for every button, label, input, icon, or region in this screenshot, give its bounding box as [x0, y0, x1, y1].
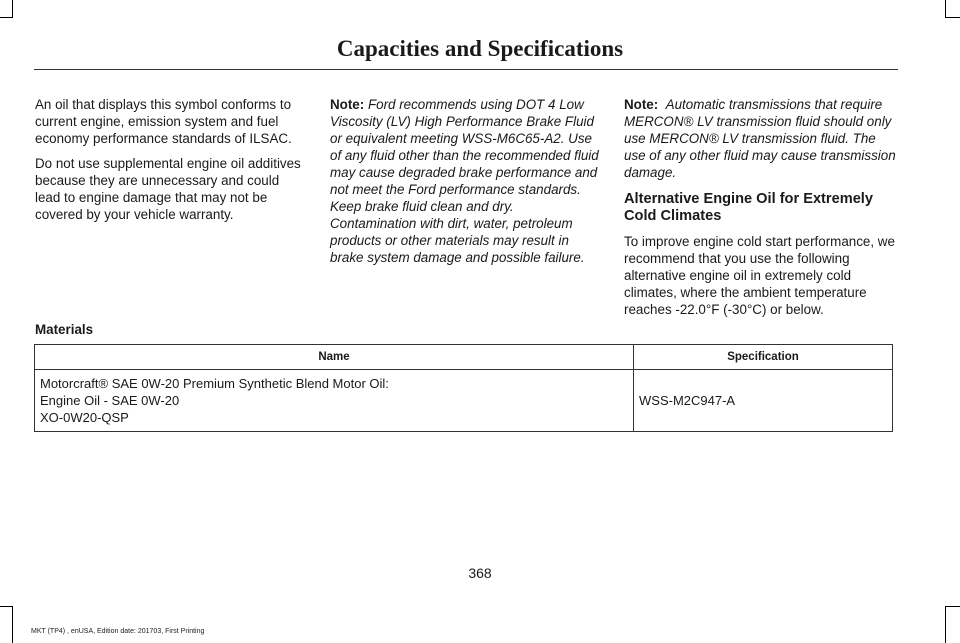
crop-mark-bottom-left-vertical [12, 606, 13, 643]
crop-mark-top-left-vertical [12, 0, 13, 18]
middle-column [330, 96, 602, 274]
note-text: Automatic transmissions that require MERCON® LV transmission fluid should only use MERCON® LV transmission fluid. The use of any other fluid may cause transmission damage. [624, 97, 896, 180]
page-title: Capacities and Specifications [336, 36, 624, 61]
crop-mark-bottom-right-horizontal [945, 606, 960, 607]
cold-climate-paragraph: To improve engine cold start performance, we recommend that you use the following alternative engine oil in extremely cold climates, where the ambient temperature reaches -22.0°F (-30°C) or below. [624, 234, 895, 317]
note-label: Note: [330, 97, 365, 112]
crop-mark-top-left-horizontal [0, 17, 13, 18]
note-text: Ford recommends using DOT 4 Low Viscosity (LV) High Performance Brake Fluid or equivalent meeting WSS-M6C65-A2. Use of any fluid other than the recommended fluid may cause degraded brake performance and not meet the Ford performance standards. Keep brake fluid clean and dry. Contamination with dirt, water, petroleum products or other materials may result in brake system damage and possible failure. [330, 97, 599, 265]
material-name-line: Motorcraft® SAE 0W-20 Premium Synthetic Blend Motor Oil: [40, 376, 389, 391]
additives-paragraph: Do not use supplemental engine oil additives because they are unnecessary and could lead to engine damage that may not be covered by your vehicle warranty. [35, 156, 301, 222]
right-column [624, 96, 896, 326]
crop-mark-top-right-vertical [945, 0, 946, 18]
material-name-line: Engine Oil - SAE 0W-20 [40, 393, 180, 408]
brake-fluid-note [330, 96, 602, 266]
materials-label: Materials [35, 322, 94, 337]
page-number: 368 [468, 565, 492, 581]
left-column [35, 96, 307, 231]
ilsac-paragraph: An oil that displays this symbol conforms to current engine, emission system and fuel economy performance standards of ILSAC. [35, 97, 292, 146]
crop-mark-bottom-right-vertical [945, 606, 946, 643]
edition-footer: MKT (TP4) , enUSA, Edition date: 201703, First Printing [31, 628, 205, 635]
title-divider [34, 69, 898, 70]
crop-mark-bottom-left-horizontal [0, 606, 13, 607]
table-row [35, 370, 893, 432]
table-header-row [35, 345, 893, 370]
column-header-specification: Specification [634, 345, 893, 370]
crop-mark-top-right-horizontal [945, 17, 960, 18]
materials-table [34, 344, 893, 432]
note-label: Note: [624, 97, 659, 112]
material-name-line: XO-0W20-QSP [40, 410, 129, 425]
specification-cell: WSS-M2C947-A [634, 370, 893, 432]
transmission-note [624, 96, 896, 181]
column-header-name: Name [35, 345, 634, 370]
section-heading: Alternative Engine Oil for Extremely Cold Climates [624, 191, 873, 224]
material-name-cell [35, 370, 634, 432]
